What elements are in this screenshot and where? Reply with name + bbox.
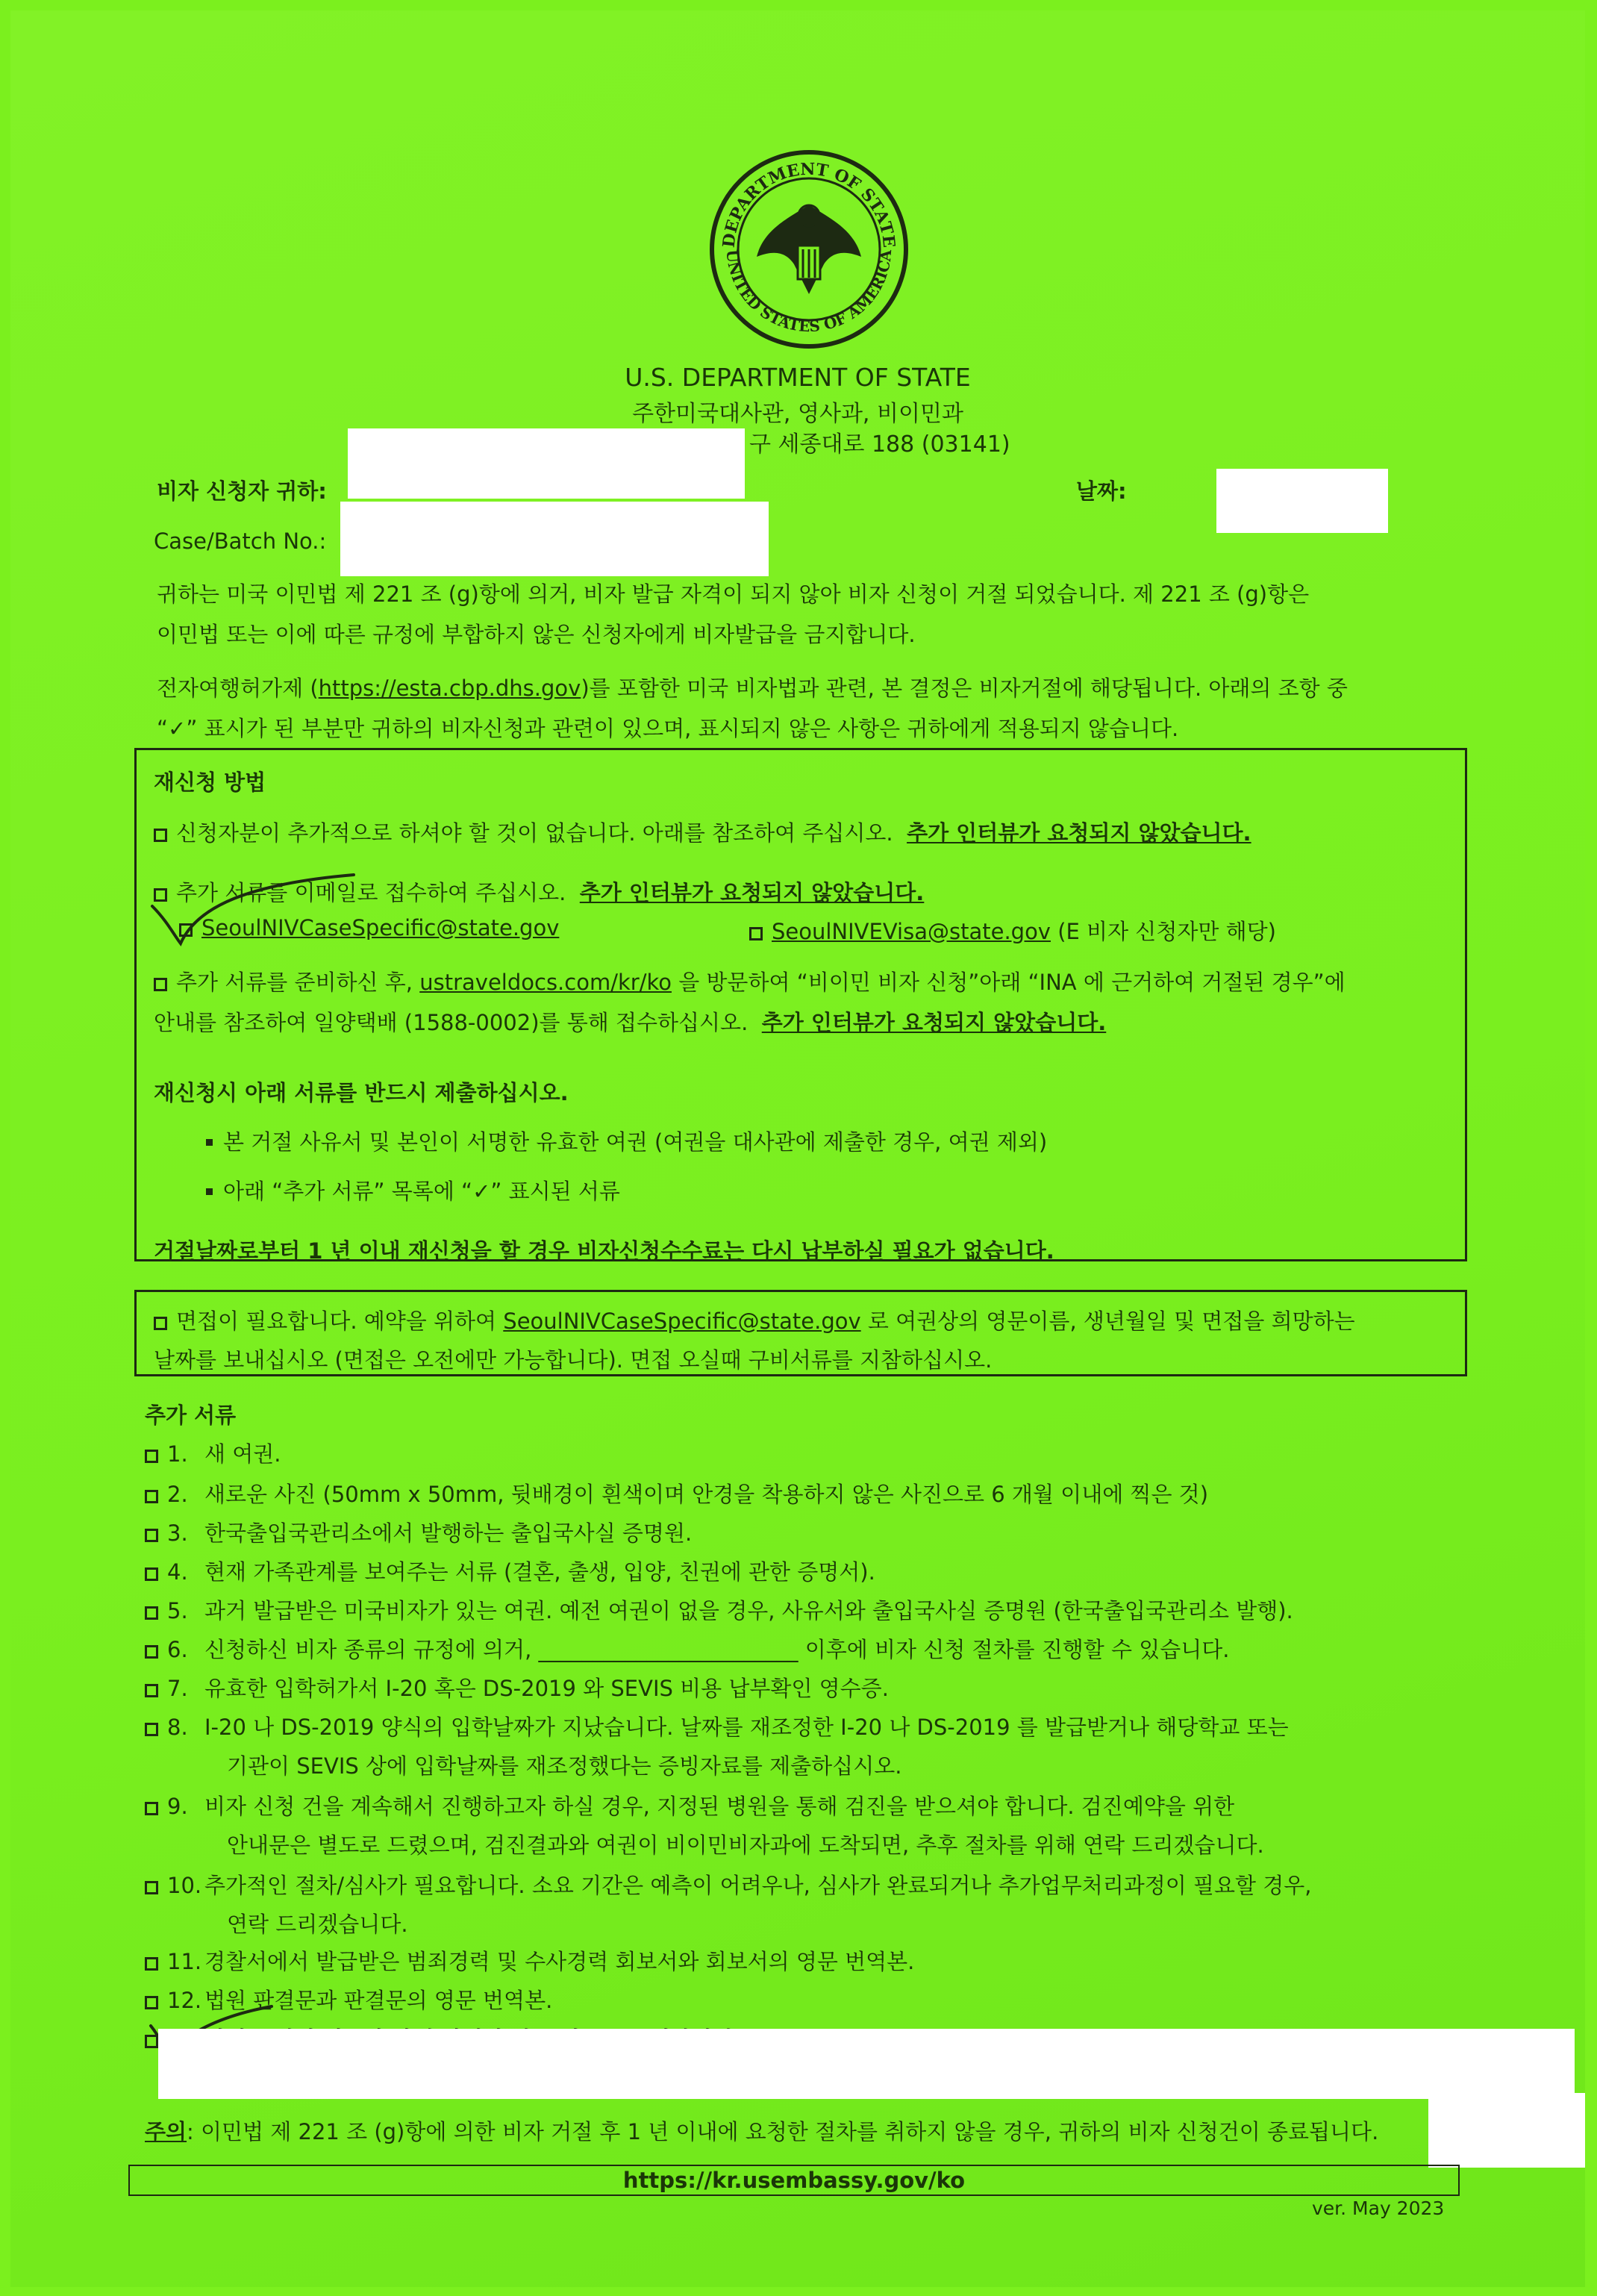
intro-paragraph-2-line-2: “✓” 표시가 된 부분만 귀하의 비자신청과 관련이 있으며, 표시되지 않은 사항은 귀하에게 적용되지 않습니다. — [157, 716, 1179, 741]
svg-text:DEPARTMENT OF STATE: DEPARTMENT OF STATE — [719, 159, 899, 249]
note-text: : 이민법 제 221 조 (g)항에 의한 비자 거절 후 1 년 이내에 요청한 절차를 취하지 않을 경우, 귀하의 비자 신청건이 종료됩니다. — [187, 2119, 1379, 2144]
bullet — [206, 1139, 213, 1146]
required-doc-1 — [206, 1126, 1047, 1156]
details-redaction — [158, 2029, 1575, 2099]
checkbox[interactable] — [145, 1606, 158, 1620]
interview-text: 면접이 필요합니다. 예약을 위하여 — [176, 1308, 497, 1334]
interview-email-link[interactable]: SeoulNIVCaseSpecific@state.gov — [503, 1308, 861, 1334]
interview-text: 로 여권상의 영문이름, 생년월일 및 면접을 희망하는 — [867, 1308, 1355, 1334]
required-doc-2 — [206, 1175, 620, 1205]
additional-doc-item — [145, 1478, 1208, 1509]
item-text: 신청하신 비자 종류의 규정에 의거, ________________________ 이후에 비자 신청 절차를 진행할 수 있습니다. — [204, 1637, 1230, 1662]
case-specific-email-link[interactable]: SeoulNIVCaseSpecific@state.gov — [201, 915, 560, 940]
item-text: 유효한 입학허가서 I-20 혹은 DS-2019 와 SEVIS 비용 납부확인 영수증. — [204, 1676, 889, 1701]
date-redaction — [1216, 469, 1388, 533]
reapply-heading: 재신청 방법 — [154, 770, 266, 795]
checkbox[interactable] — [154, 1317, 167, 1330]
no-interview-note: 추가 인터뷰가 요청되지 않았습니다. — [761, 1010, 1107, 1035]
item-number: 4. — [167, 1559, 188, 1585]
agency-title: U.S. DEPARTMENT OF STATE — [625, 363, 971, 392]
no-interview-note: 추가 인터뷰가 요청되지 않았습니다. — [579, 880, 925, 905]
evisa-email-link[interactable]: SeoulNIVEVisa@state.gov — [772, 919, 1051, 944]
intro-text: )를 포함한 미국 비자법과 관련, 본 결정은 비자거절에 해당됩니다. 아래의 조항 중 — [581, 676, 1348, 701]
item-text: 새로운 사진 (50mm x 50mm, 뒷배경이 흰색이며 안경을 착용하지 않은 사진으로 6 개월 이내에 찍은 것) — [204, 1482, 1209, 1507]
checkbox[interactable] — [145, 1684, 158, 1697]
reapply-option-3-line-2 — [154, 1006, 1106, 1037]
intro-paragraph-1-line-1: 귀하는 미국 이민법 제 221 조 (g)항에 의거, 비자 발급 자격이 되지 않아 비자 신청이 거절 되었습니다. 제 221 조 (g)항은 — [157, 581, 1310, 607]
item-number: 9. — [167, 1794, 188, 1819]
additional-doc-item — [145, 1556, 875, 1586]
email-option-1 — [179, 915, 559, 940]
esta-link[interactable]: https://esta.cbp.dhs.gov — [318, 676, 581, 701]
option-text: 추가 서류를 이메일로 접수하여 주십시오. — [176, 880, 566, 905]
item-number: 5. — [167, 1598, 188, 1623]
option-text: 안내를 참조하여 일양택배 (1588-0002)를 통해 접수하십시오. — [154, 1010, 749, 1035]
case-label: Case/Batch No.: — [154, 528, 327, 554]
checkbox[interactable] — [145, 1802, 158, 1815]
bullet-text: 아래 “추가 서류” 목록에 “✓” 표시된 서류 — [223, 1179, 620, 1204]
additional-doc-item-continuation: 안내문은 별도로 드렸으며, 검진결과와 여권이 비이민비자과에 도착되면, 추후 절차를 위해 연락 드리겠습니다. — [227, 1832, 1264, 1858]
item-text: 현재 가족관계를 보여주는 서류 (결혼, 출생, 입양, 친권에 관한 증명서). — [204, 1559, 875, 1585]
option-text: 신청자분이 추가적으로 하셔야 할 것이 없습니다. 아래를 참조하여 주십시오. — [176, 820, 893, 846]
item-number: 1. — [167, 1441, 188, 1467]
item-number: 7. — [167, 1676, 188, 1701]
ustraveldocs-link[interactable]: ustraveldocs.com/kr/ko — [419, 970, 672, 995]
applicant-label: 비자 신청자 귀하: — [157, 478, 327, 504]
reapply-option-3-line-1 — [154, 966, 1346, 996]
embassy-url[interactable]: https://kr.usembassy.gov/ko — [622, 2168, 966, 2193]
item-text: 법원 판결문과 판결문의 영문 번역본. — [204, 1988, 553, 2013]
option-text: 을 방문하여 “비이민 비자 신청”아래 “INA 에 근거하여 거절된 경우”에 — [678, 970, 1346, 995]
item-text: 비자 신청 건을 계속해서 진행하고자 하실 경우, 지정된 병원을 통해 검진을 받으셔야 합니다. 검진예약을 위한 — [204, 1794, 1235, 1819]
item-number: 2. — [167, 1482, 188, 1507]
item-text: 새 여권. — [204, 1441, 281, 1467]
checkbox[interactable] — [145, 1723, 158, 1736]
item-text: 한국출입국관리소에서 발행하는 출입국사실 증명원. — [204, 1520, 693, 1546]
checkbox[interactable] — [145, 1529, 158, 1542]
email-note: (E 비자 신청자만 해당) — [1057, 919, 1276, 944]
department-of-state-seal-icon — [704, 145, 913, 354]
signature-redaction — [1428, 2093, 1585, 2168]
item-number: 11. — [167, 1949, 202, 1974]
applicant-name-redaction — [348, 428, 745, 499]
intro-paragraph-1-line-2: 이민법 또는 이에 따른 규정에 부합하지 않은 신청자에게 비자발급을 금지합니다. — [157, 622, 916, 647]
no-interview-note: 추가 인터뷰가 요청되지 않았습니다. — [907, 820, 1251, 846]
agency-subtitle: 주한미국대사관, 영사과, 비이민과 — [632, 401, 963, 427]
item-text: 추가적인 절차/심사가 필요합니다. 소요 기간은 예측이 어려우나, 심사가 완료되거나 추가업무처리과정이 필요할 경우, — [204, 1873, 1312, 1898]
additional-doc-item — [145, 1633, 1230, 1664]
intro-paragraph-2-line-1 — [157, 672, 1348, 702]
additional-doc-item — [145, 1711, 1289, 1741]
must-submit-heading: 재신청시 아래 서류를 반드시 제출하십시오. — [154, 1080, 569, 1105]
checkbox[interactable] — [145, 2035, 158, 2048]
svg-text:UNITED STATES OF AMERICA: UNITED STATES OF AMERICA — [722, 249, 896, 336]
checkbox[interactable] — [154, 888, 167, 902]
case-number-redaction — [340, 502, 769, 576]
additional-doc-item — [145, 1790, 1234, 1821]
intro-text: 전자여행허가제 ( — [157, 676, 319, 701]
checkbox[interactable] — [145, 1490, 158, 1503]
checkbox[interactable] — [145, 1996, 158, 2009]
checkbox[interactable] — [145, 1450, 158, 1463]
checkbox[interactable] — [154, 829, 167, 842]
fee-note: 거절날짜로부터 1 년 이내 재신청을 할 경우 비자신청수수료는 다시 납부하실 필요가 없습니다. — [154, 1238, 1054, 1264]
additional-doc-item — [145, 1594, 1293, 1625]
additional-doc-item — [145, 1984, 552, 2015]
checkbox[interactable] — [749, 927, 763, 940]
reapply-option-1 — [154, 817, 1251, 847]
refusal-letter-sheet — [10, 10, 1585, 2287]
bullet — [206, 1188, 213, 1195]
additional-doc-item — [145, 1945, 914, 1976]
additional-doc-item — [145, 1672, 889, 1703]
date-label: 날짜: — [1076, 478, 1127, 504]
checkbox[interactable] — [145, 1881, 158, 1894]
item-text: I-20 나 DS-2019 양식의 입학날짜가 지났습니다. 날짜를 재조정한 I-20 나 DS-2019 를 발급받거나 해당학교 또는 — [204, 1715, 1289, 1740]
email-option-2 — [749, 915, 1276, 946]
additional-doc-item — [145, 1869, 1312, 1900]
reapply-option-2 — [154, 876, 924, 907]
bullet-text: 본 거절 사유서 및 본인이 서명한 유효한 여권 (여권을 대사관에 제출한 경우, 여권 제외) — [223, 1129, 1048, 1155]
interview-line-1 — [154, 1305, 1355, 1335]
version-label: ver. May 2023 — [1312, 2197, 1445, 2219]
interview-line-2: 날짜를 보내십시오 (면접은 오전에만 가능합니다). 면접 오실때 구비서류를 지참하십시오. — [154, 1347, 993, 1373]
checkbox[interactable] — [154, 978, 167, 991]
checkbox[interactable] — [145, 1645, 158, 1659]
additional-docs-heading: 추가 서류 — [145, 1403, 237, 1428]
note-label: 주의 — [145, 2119, 187, 2144]
item-number: 12. — [167, 1988, 202, 2013]
item-text: 경찰서에서 발급받은 범죄경력 및 수사경력 회보서와 회보서의 영문 번역본. — [204, 1949, 915, 1974]
additional-doc-item-continuation: 연락 드리겠습니다. — [227, 1912, 408, 1937]
item-number: 10. — [167, 1873, 202, 1898]
item-number: 8. — [167, 1715, 188, 1740]
item-number: 6. — [167, 1637, 188, 1662]
termination-note — [145, 2115, 1378, 2146]
checkbox[interactable] — [145, 1957, 158, 1971]
additional-doc-item-continuation: 기관이 SEVIS 상에 입학날짜를 재조정했다는 증빙자료를 제출하십시오. — [227, 1753, 902, 1779]
item-number: 3. — [167, 1520, 188, 1546]
option-text: 추가 서류를 준비하신 후, — [176, 970, 413, 995]
additional-doc-item — [145, 1517, 692, 1547]
additional-doc-item — [145, 1438, 281, 1468]
item-text: 과거 발급받은 미국비자가 있는 여권. 예전 여권이 없을 경우, 사유서와 출입국사실 증명원 (한국출입국관리소 발행). — [204, 1598, 1293, 1623]
checkbox[interactable] — [145, 1567, 158, 1581]
checkbox[interactable] — [179, 923, 193, 937]
embassy-address: 구 세종대로 188 (03141) — [749, 431, 1010, 458]
